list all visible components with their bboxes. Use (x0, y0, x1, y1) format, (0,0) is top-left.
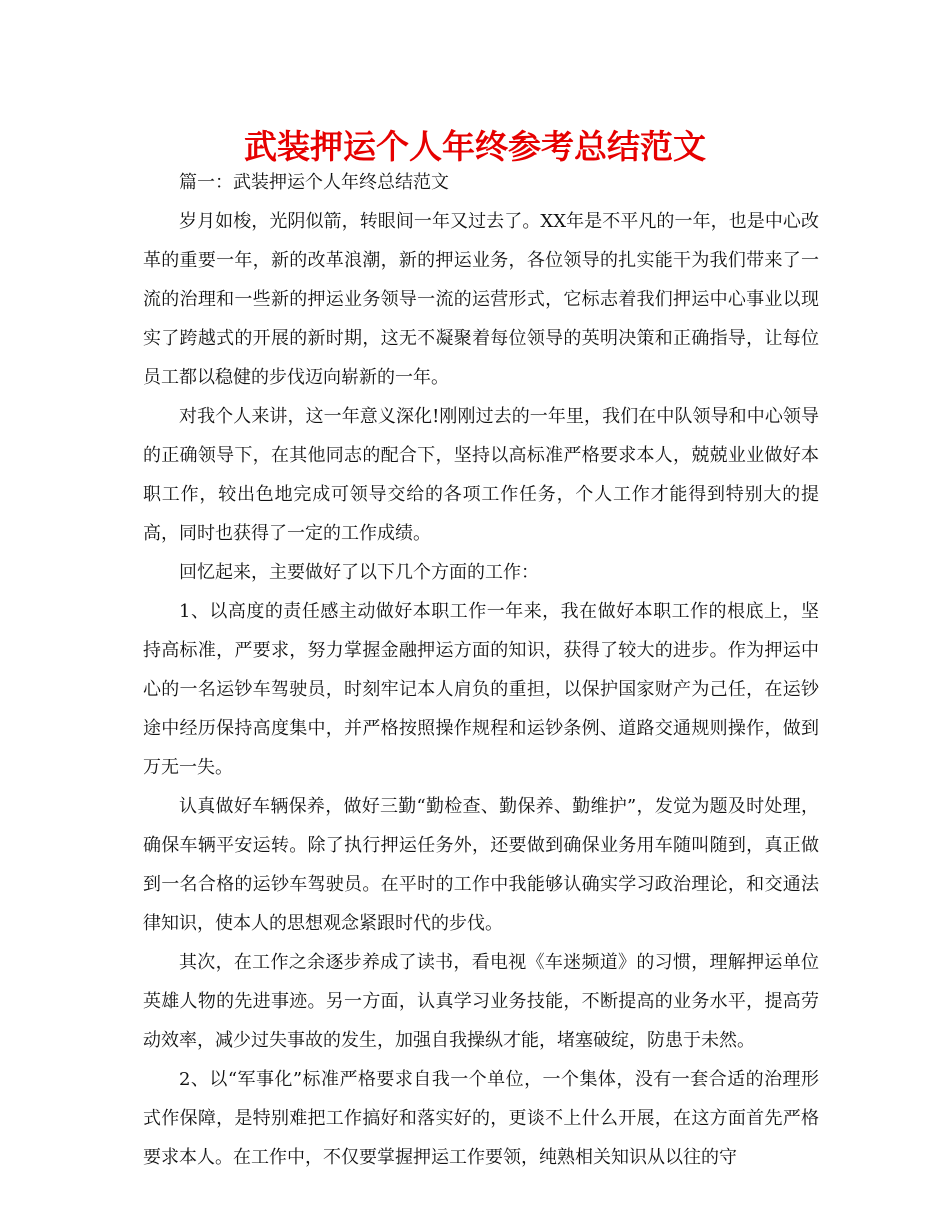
paragraph: 认真做好车辆保养，做好三勤“勤检查、勤保养、勤维护”，发觉为题及时处理，确保车辆平安运转。除了执行押运任务外，还要做到确保业务用车随叫随到，真正做到一名合格的运钞车驾驶员。在平时的工作中我能够认确实学习政治理论，和交通法律知识，使本人的思想观念紧跟时代的步伐。 (143, 796, 819, 934)
paragraph: 回忆起来，主要做好了以下几个方面的工作： (179, 562, 539, 583)
document-body (143, 163, 819, 1177)
section-heading: 篇一：武装押运个人年终总结范文 (179, 172, 449, 193)
paragraph: 1、以高度的责任感主动做好本职工作一年来，我在做好本职工作的根底上，坚持高标准，严要求，努力掌握金融押运方面的知识，获得了较大的进步。作为押运中心的一名运钞车驾驶员，时刻牢记本人肩负的重担，以保护国家财产为己任，在运钞途中经历保持高度集中，并严格按照操作规程和运钞条例、道路交通规则操作，做到万无一失。 (143, 601, 819, 778)
paragraph: 对我个人来讲，这一年意义深化!刚刚过去的一年里，我们在中队领导和中心领导的正确领导下，在其他同志的配合下，坚持以高标准严格要求本人，兢兢业业做好本职工作，较出色地完成可领导交给的各项工作任务，个人工作才能得到特别大的提高，同时也获得了一定的工作成绩。 (143, 406, 819, 544)
document-title: 武装押运个人年终参考总结范文 (244, 127, 706, 166)
paragraph: 岁月如梭，光阴似箭，转眼间一年又过去了。XX年是不平凡的一年，也是中心改革的重要一年，新的改革浪潮，新的押运业务，各位领导的扎实能干为我们带来了一流的治理和一些新的押运业务领导一流的运营形式，它标志着我们押运中心事业以现实了跨越式的开展的新时期，这无不凝聚着每位领导的英明决策和正确指导，让每位员工都以稳健的步伐迈向崭新的一年。 (143, 211, 819, 388)
paragraph: 其次，在工作之余逐步养成了读书，看电视《车迷频道》的习惯，理解押运单位英雄人物的先进事迹。另一方面，认真学习业务技能，不断提高的业务水平，提高劳动效率，减少过失事故的发生，加强自我操纵才能，堵塞破绽，防患于未然。 (143, 952, 819, 1051)
paragraph: 2、以“军事化”标准严格要求自我一个单位，一个集体，没有一套合适的治理形式作保障，是特别难把工作搞好和落实好的，更谈不上什么开展，在这方面首先严格要求本人。在工作中，不仅要掌握押运工作要领，纯熟相关知识从以往的守 (143, 1069, 819, 1168)
